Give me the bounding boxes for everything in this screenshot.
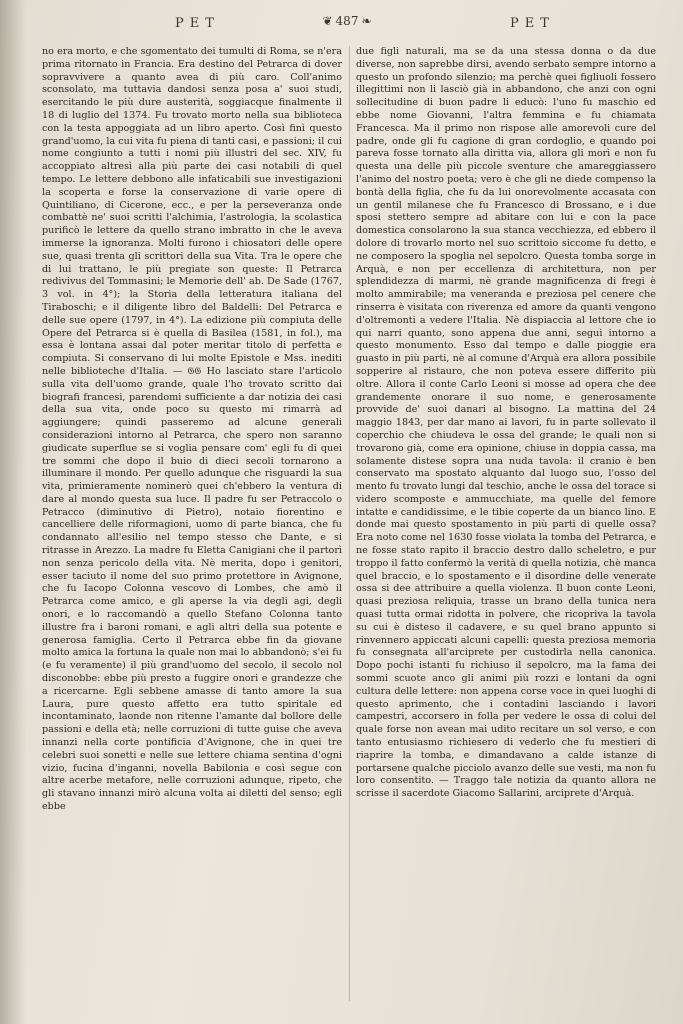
page-number: 487 [335,14,359,28]
running-header [40,12,655,38]
right-column [356,46,656,1006]
left-column [42,46,342,1006]
page-number-block [312,14,382,28]
column-divider [349,46,350,1001]
right-column-text: due figli naturali, ma se da una stessa donna o da due diverse, non saprebbe dirsi, avendo serbato sempre intorno a questo un profondo silenzio; ma perchè quei figliuoli fossero illegittimi non li lasciò già in abbandono, che anzi con ogni sollecitudine di buon padre li educò: l'uno fu maschio ed ebbe nome Giovanni, l'altra femmina e fu chiamata Francesca. Ma il primo non rispose alle amorevoli cure del padre, onde gli fu cagione di gran cordoglio, e quando poi pareva fosse tornato alla diritta via, allora gli morì e non fu questa una delle più piccole sventure che amareggiassero l'animo del nostro poeta; vero è che gli ne diede compenso la bontà della figlia, che fu da lui onorevolmente accasata con un gentil milanese che fu Francesco di Brossano, e i due sposi stettero sempre ad abitare con lui e con la pace domestica consolarono la sua stanca vecchiezza, ed ebbero il dolore di trovarlo morto nel suo scrittoio siccome fu detto, e ne composero la spoglia nel sepolcro. Questa tomba sorge in Arquà, e non per eccellenza di architettura, non per splendidezza di marmi, nè grande magnificenza di fregi è molto ammirabile; ma veneranda e preziosa pel cenere che rinserra è visitata con riverenza ed amore da quanti vengono d'oltremonti a vedere l'Italia. Nè dispiaccia al lettore che io qui narri quanto, sono appena due anni, seguì intorno a questo monumento. Esso dal tempo e dalle pioggie era guasto in più parti, nè al comune d'Arquà era allora possibile sopperire al ristauro, che non poteva essere differito più oltre. Allora il conte Carlo Leoni si mosse ad opera che dee grandemente onorare il suo nome, e generosamente provvide de' suoi danari al bisogno. La mattina del 24 maggio 1843, per dar mano ai lavori, fu in parte sollevato il coperchio che chiudeva le ossa del grande; le quali non si trovarono già, come era opinione, chiuse in doppia cassa, ma solamente distese sopra una nuda tavola: il cranio è ben conservato ma spostato alquanto dal luogo suo, l'osso del mento fu trovato lungi dal teschio, anche le ossa del torace si videro scomposte e ammucchiate, ma quelle del femore intatte e candidissime, e le tibie coperte da un bianco lino. E donde mai questo spostamento in più parti di quelle ossa? Era noto come nel 1630 fosse violata la tomba del Petrarca, e ne fosse stato rapito il braccio destro dallo scheletro, e pur troppo il fatto confermò la verità di quella notizia, chè manca quel braccio, e lo spostamento e il disordine delle venerate ossa si dee attribuire a quella violenza. Il buon conte Leoni, quasi preziosa reliquia, trasse un brano della tunica nera quasi tutta ormai ridotta in polvere, che ricopriva la tavola su cui è disteso il cadavere, e su quel brano appunto si rinvennero appiccati alcuni capelli: questa preziosa memoria fu consegnata all'arciprete per custodirla nella canonica. Dopo pochi istanti fu richiuso il sepolcro, ma la fama dei sommi scuote anco gli animi più rozzi e lontani da ogni cultura delle lettere: non appena corse voce in quei luoghi di questo aprimento, che i contadini lasciando i lavori campestri, accorsero in folla per vedere le ossa di colui del quale forse non avean mai udito recitare un sol verso, e con tanto entusiasmo richiesero di vederlo che fu mestieri di riaprire la tomba, e dimandavano a calde istanze di portarsene qualche picciolo avanzo delle sue vesti, ma non fu loro consentito. — Traggo tale notizia da quanto allora ne scrisse il sacerdote Giacomo Sallarini, arciprete d'Arquà. [356,46,656,800]
header-left-word: PET [175,16,220,31]
header-right-word: PET [510,16,555,31]
left-column-text: no era morto, e che sgomentato dei tumulti di Roma, se n'era prima ritornato in Francia. Era destino del Petrarca di dover sopravvivere a quanto avea di più caro. Coll'animo sconsolato, ma tuttavia dandosi senza posa a' suoi studi, esercitando le più dure austerità, soggiacque finalmente il 18 di luglio del 1374. Fu trovato morto nella sua biblioteca con la testa appoggiata ad un libro aperto. Così finì questo grand'uomo, la cui vita fu piena di tanti casi, e passioni; il cui nome congiunto a tutti i nomi più illustri del sec. XIV, fu accoppiato altresì alla più parte dei casi notabili di quel tempo. Le lettere debbono alle infaticabili sue investigazioni la scoperta e forse la conservazione di varie opere di Quintiliano, di Cicerone, ecc., e per la perseveranza onde combattè ne' suoi scritti l'alchimia, l'astrologia, la scolastica purificò le lettere da quello strano imbratto in che le aveva immerse la ignoranza. Molti furono i chiosatori delle opere sue, quasi trenta gli scrittori della sua Vita. Tra le opere che di lui trattano, le più pregiate son queste: Il Petrarca redivivus del Tommasini; le Memorie dell' ab. De Sade (1767, 3 vol. in 4°); la Storia della letteratura italiana del Tiraboschi; e il diligente libro del Baldelli: Del Petrarca e delle sue opere (1797, in 4°). La edizione più compiuta delle Opere del Petrarca si è quella di Basilea (1581, in fol.), ma essa è lontana assai dal poter meritar titolo di perfetta e compiuta. Si conservano di lui molte Epistole e Mss. inediti nelle biblioteche d'Italia. — 𝔊𝔊 Ho lasciato stare l'articolo sulla vita dell'uomo grande, quale l'ho trovato scritto dai biografi francesi, parendomi sufficiente a dar notizia dei casi della sua vita, onde poco su questo mi rimarrà ad aggiungere; quindi passeremo ad alcune generali considerazioni intorno al Petrarca, che spero non saranno giudicate superflue se si voglia pensare com' egli fu di quei tre sommi che dopo il buio di dieci secoli tornarono a illuminare il mondo. Per quello adunque che risguardi la sua vita, primieramente nominerò quei ch'ebbero la ventura di dare al mondo questa sua luce. Il padre fu ser Petraccolo o Petracco (diminutivo di Pietro), notaio fiorentino e cancelliere delle riformagioni, uomo di parte bianca, che fu condannato all'esilio nel tempo stesso che Dante, e si ritrasse in Arezzo. La madre fu Eletta Canigiani che il partorì non senza pericolo della vita. Nè merita, dopo i genitori, esser taciuto il nome del suo primo protettore in Avignone, che fu Iacopo Colonna vescovo di Lombes, che amò il Petrarca come amico, e gli aperse la via degli agi, degli onori, e lo raccomandò a quello Stefano Colonna tanto illustre fra i baroni romani, e agli altri della sua potente e generosa famiglia. Certo il Petrarca ebbe fin da giovane molto amica la fortuna la quale non mai lo abbandonò; s'ei fu (e fu veramente) il più grand'uomo del secolo, il secolo nol disconobbe: ebbe più presto a fuggire onori e grandezze che a ricercarne. Egli sebbene amasse di tanto amore la sua Laura, pure questo affetto era tutto spiritale ed incontaminato, laonde non ritenne l'amante dal bollore delle passioni e della età; nelle corruzioni di tutte guise che aveva innanzi nella corte pontificia d'Avignone, che in quei tre celebri suoi sonetti e nelle sue lettere chiama sentina d'ogni vizio, fucina d'inganni, novella Babilonia e così segue con altre acerbe metafore, nelle corruzioni adunque, ripeto, che gli stavano innanzi mirò alcuna volta ai diletti del senso; egli ebbe [42,46,342,813]
ornament-right-icon: ❧ [361,14,372,28]
ornament-left-icon: ❦ [322,14,333,28]
